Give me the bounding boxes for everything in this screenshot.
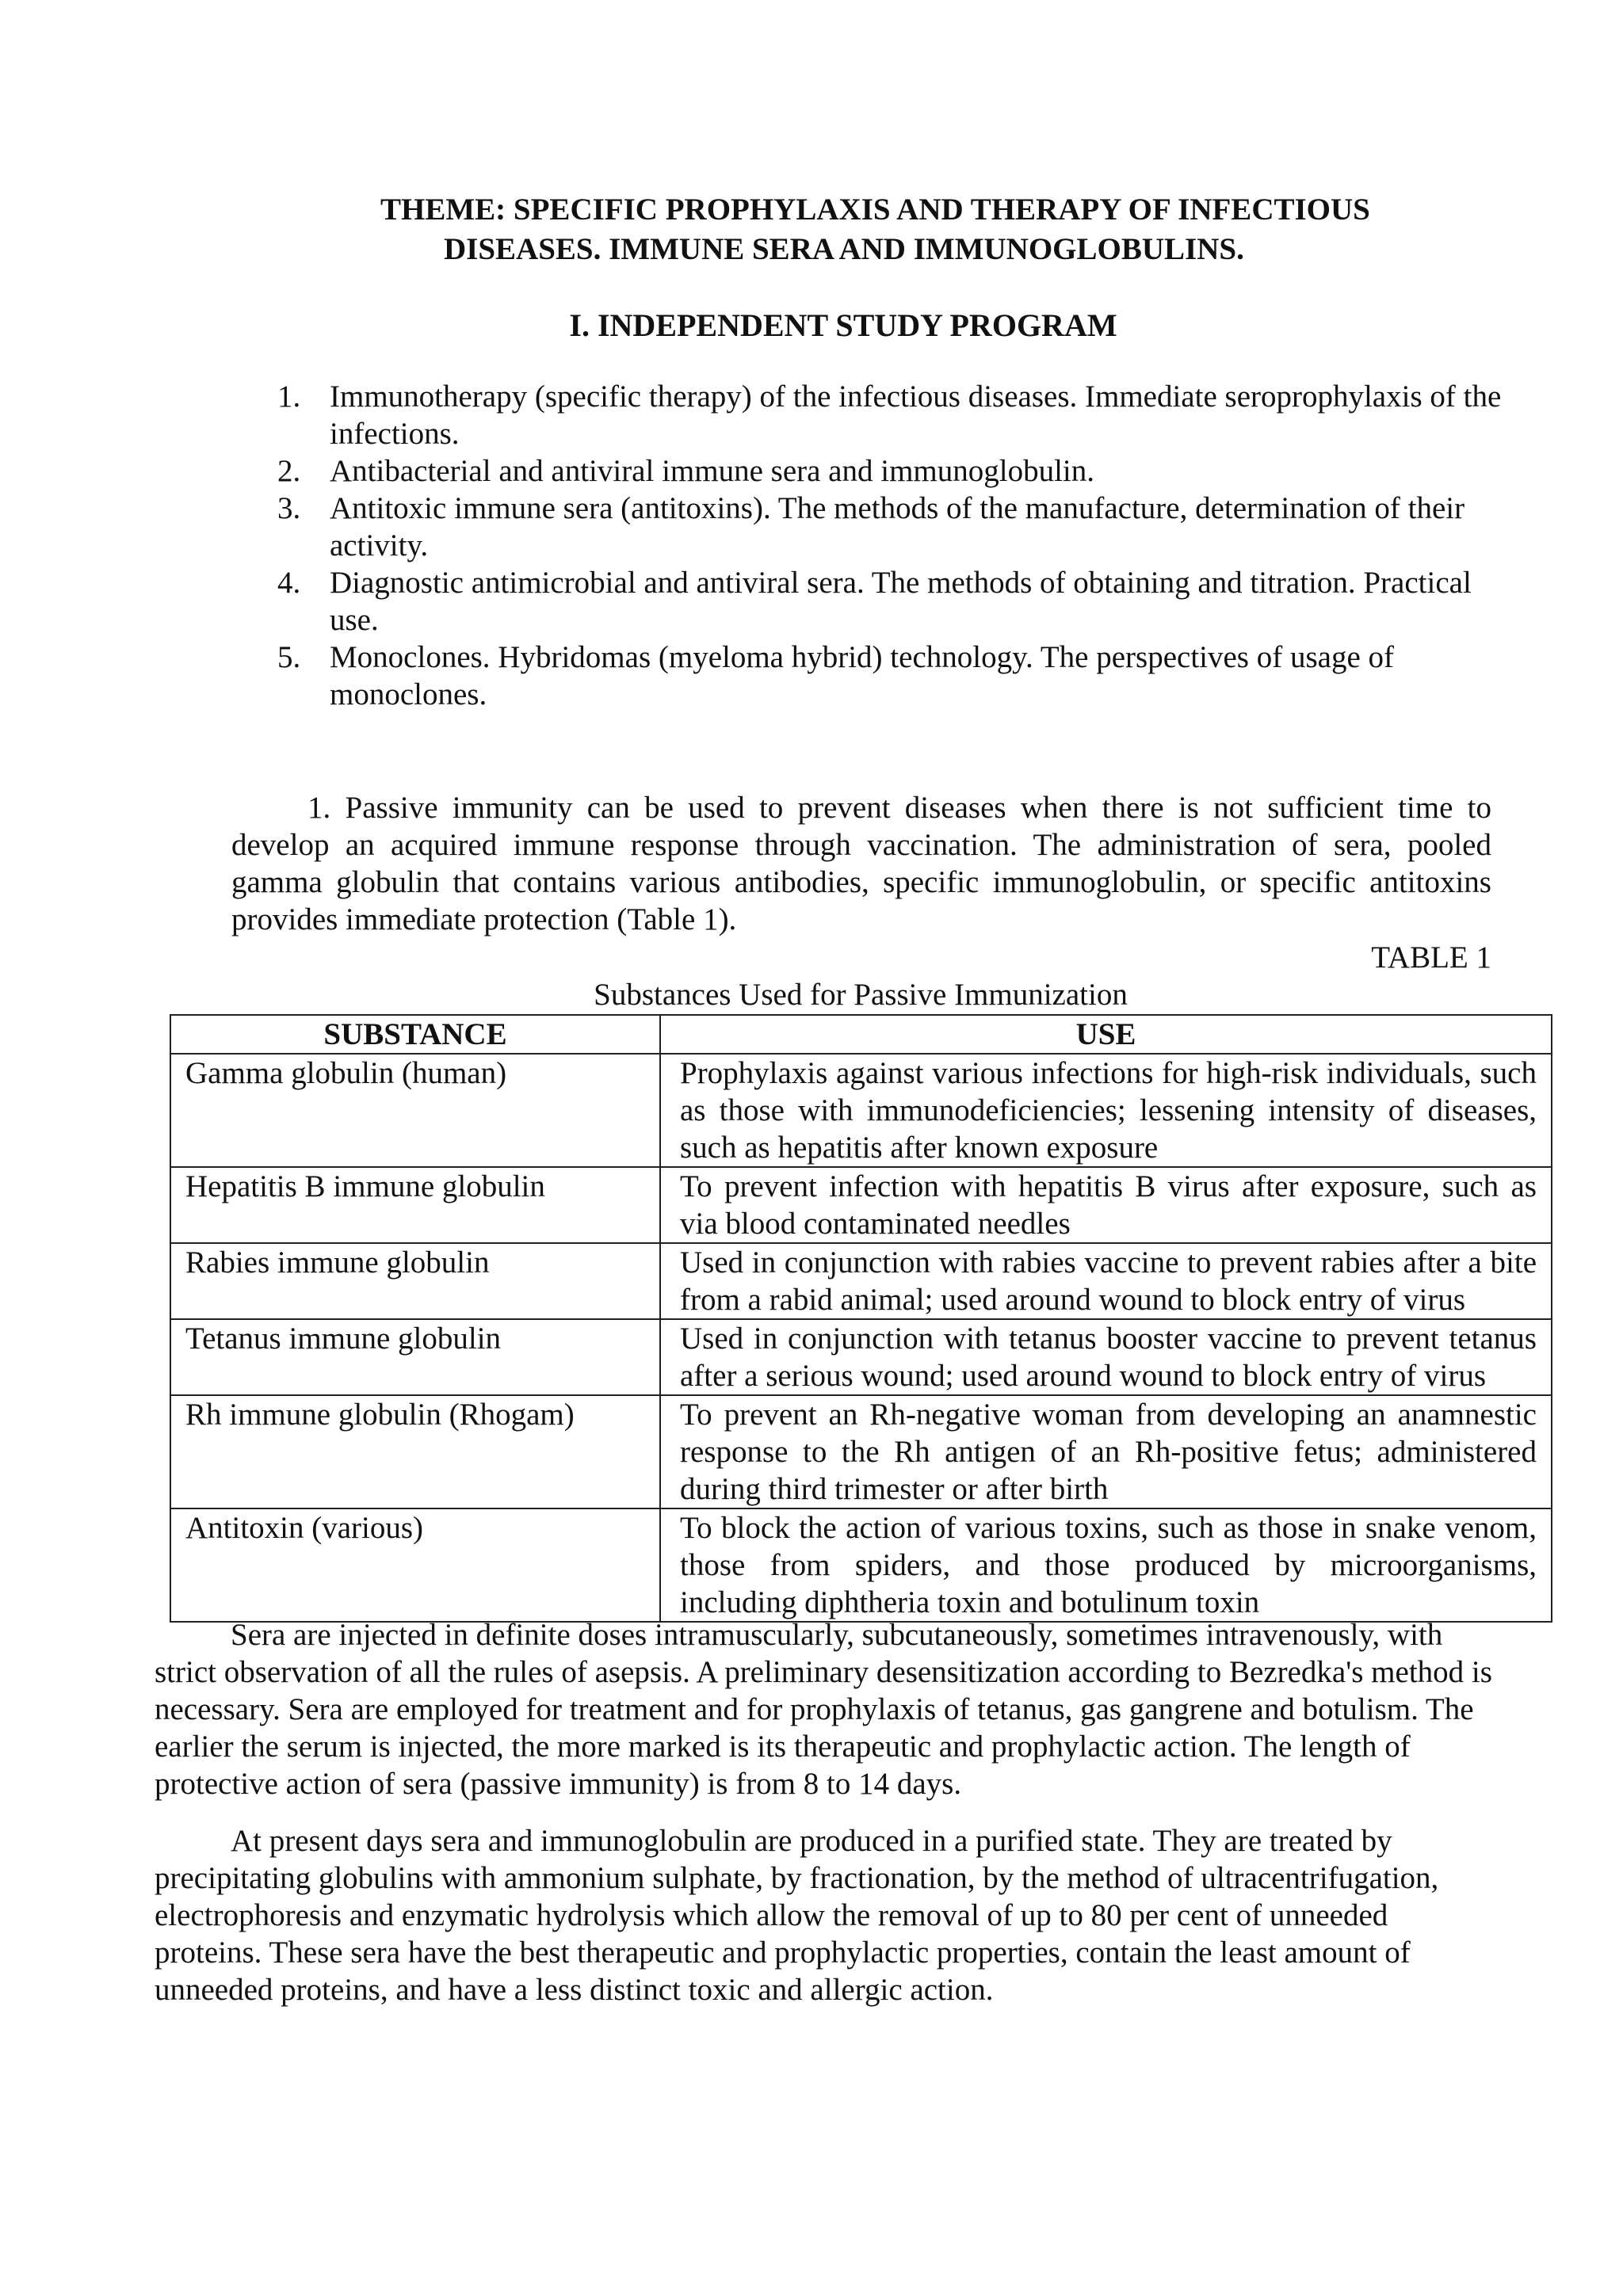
cell-use-text: Used in conjunction with rabies vaccine to prevent rabies after a bite from a rabid animal; used around wound to block entry of virus [680,1245,1537,1317]
list-item-number: 1. [277,379,301,414]
list-item [277,639,1514,713]
table-label: TABLE 1 [1371,940,1491,974]
cell-use-text: To block the action of various toxins, such as those in snake venom, those from spiders, and those produced by microorganisms, including diphtheria toxin and botulinum toxin [680,1511,1537,1619]
table-row [170,1395,1552,1508]
cell-substance: Hepatitis B immune globulin [170,1167,660,1243]
list-item-text: Diagnostic antimicrobial and antiviral sera. The methods of obtaining and titration. Practical use. [330,566,1472,637]
cell-use-text: Prophylaxis against various infections for high-risk individuals, such as those with immunodeficiencies; lessening intensity of diseases, such as hepatitis after known exposure [680,1056,1537,1165]
table-row [170,1167,1552,1243]
list-item-number: 4. [277,566,301,600]
section-heading: I. INDEPENDENT STUDY PROGRAM [569,307,1117,343]
list-item-number: 3. [277,491,301,525]
table-row [170,1319,1552,1395]
cell-substance: Antitoxin (various) [170,1508,660,1622]
body-paragraph-purification: At present days sera and immunoglobulin are produced in a purified state. They are treated by precipitating globulins with ammonium sulphate, by fractionation, by the method of ultracentrifugation, electrophoresis and enzymatic hydrolysis which allow the removal of up to 80 per cent of unneeded proteins. These sera have the best therapeutic and prophylactic properties, contain the least amount of unneeded proteins, and have a less distinct toxic and allergic action. [155,1824,1439,2007]
cell-use [660,1243,1552,1319]
table-row [170,1508,1552,1622]
table-row [170,1243,1552,1319]
cell-use-text: To prevent infection with hepatitis B virus after exposure, such as via blood contaminated needles [680,1169,1537,1241]
cell-use [660,1395,1552,1508]
cell-substance: Gamma globulin (human) [170,1054,660,1167]
list-item-text: Antibacterial and antiviral immune sera and immunoglobulin. [330,454,1095,488]
list-item [277,564,1514,639]
cell-use [660,1167,1552,1243]
table-caption: Substances Used for Passive Immunization [594,978,1128,1012]
body-paragraph-sera-injection: Sera are injected in definite doses intramuscularly, subcutaneously, sometimes intravenously, with strict observation of all the rules of asepsis. A preliminary desensitization according to Bezredka's method is necessary. Sera are employed for treatment and for prophylaxis of tetanus, gas gangrene and botulism. The earlier the serum is injected, the more marked is its therapeutic and prophylactic action. The length of protective action of sera (passive immunity) is from 8 to 14 days. [155,1618,1492,1801]
table-header-row [170,1015,1552,1054]
list-item-number: 2. [277,454,301,488]
cell-substance: Tetanus immune globulin [170,1319,660,1395]
list-item [277,378,1514,452]
cell-use-text: To prevent an Rh-negative woman from developing an anamnestic response to the Rh antigen of an Rh-positive fetus; administered during third trimester or after birth [680,1398,1537,1506]
theme-title-line-1: THEME: SPECIFIC PROPHYLAXIS AND THERAPY OF INFECTIOUS [380,193,1370,227]
intro-paragraph: 1. Passive immunity can be used to prevent diseases when there is not sufficient time to develop an acquired immune response through vaccination. The administration of sera, pooled gamma globulin that contains various antibodies, specific immunoglobulin, or specific antitoxins provides immediate protection (Table 1). [231,791,1491,936]
table-row [170,1054,1552,1167]
theme-title-line-2: DISEASES. IMMUNE SERA AND IMMUNOGLOBULINS. [444,232,1244,266]
cell-use [660,1319,1552,1395]
list-item [277,452,1514,490]
cell-use [660,1508,1552,1622]
cell-use [660,1054,1552,1167]
list-item-text: Monoclones. Hybridomas (myeloma hybrid) technology. The perspectives of usage of monoclones. [330,640,1395,711]
header-substance: SUBSTANCE [170,1015,660,1054]
passive-immunization-table [170,1014,1552,1623]
list-item-text: Antitoxic immune sera (antitoxins). The methods of the manufacture, determination of their activity. [330,491,1465,563]
cell-use-text: Used in conjunction with tetanus booster vaccine to prevent tetanus after a serious wound; used around wound to block entry of virus [680,1322,1537,1393]
list-item [277,490,1514,564]
cell-substance: Rh immune globulin (Rhogam) [170,1395,660,1508]
study-program-list [277,378,1514,713]
cell-substance: Rabies immune globulin [170,1243,660,1319]
list-item-number: 5. [277,640,301,674]
list-item-text: Immunotherapy (specific therapy) of the infectious diseases. Immediate seroprophylaxis of the infections. [330,379,1502,451]
header-use: USE [660,1015,1552,1054]
